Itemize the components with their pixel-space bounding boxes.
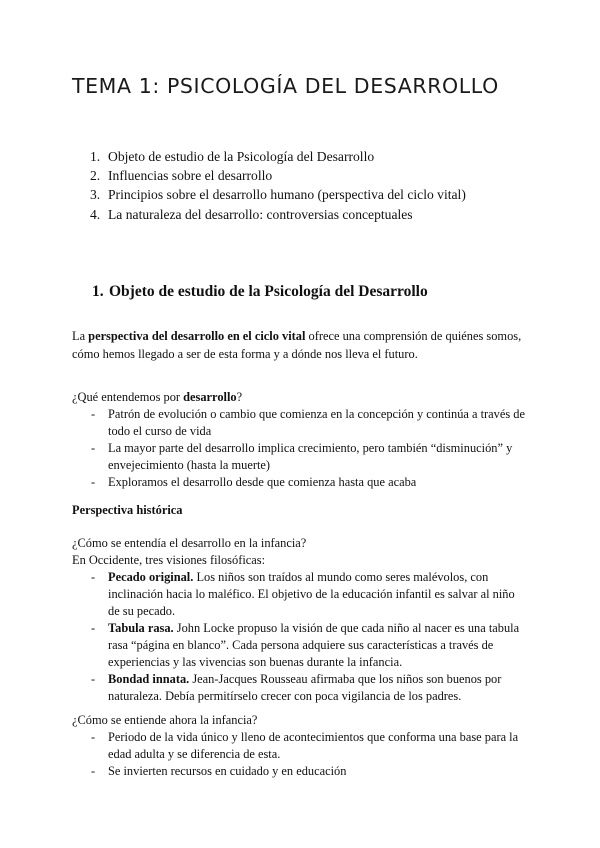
toc-item-text: Influencias sobre el desarrollo — [108, 168, 273, 184]
question-development — [72, 389, 528, 406]
question-past-childhood: ¿Cómo se entendía el desarrollo en la infancia? — [72, 536, 307, 550]
toc-item-number: 4. — [90, 206, 101, 222]
question-bold: desarrollo — [183, 390, 237, 404]
toc-item — [90, 205, 466, 224]
toc-item-number: 1. — [90, 149, 101, 164]
section-number: 1. — [92, 283, 104, 300]
list-item-text: Jean-Jacques Rousseau afirmaba que los niños son buenos por naturaleza. Debía permitírselo crecer con poca vigilancia de los padres. — [108, 672, 502, 703]
list-item-text: Periodo de la vida único y lleno de acontecimientos que conforma una base para la edad adulta y se diferencia de esta. — [108, 730, 519, 761]
list-item-text: John Locke propuso la visión de que cada niño al nacer es una tabula rasa “página en blanco”. Cada persona adquiere sus características a través de experiencias y las vivencias son buenas durante la infancia. — [108, 621, 520, 669]
intro-text-bold: perspectiva del desarrollo en el ciclo vital — [88, 329, 306, 343]
intro-text-post: ofrece una comprensión de quiénes somos, cómo hemos llegado a ser de esta forma y a dónde nos lleva el futuro. — [72, 329, 522, 361]
list-item: - La mayor parte del desarrollo implica crecimiento, pero también “disminución” y envejecimiento (hasta la muerte) — [91, 441, 513, 472]
intro-paragraph — [72, 327, 528, 363]
question-current-childhood: ¿Cómo se entiende ahora la infancia? — [72, 713, 258, 727]
list-item: - Tabula rasa. John Locke propuso la visión de que cada niño al nacer es una tabula rasa “página en blanco”. Cada persona adquiere sus características a través de experiencias y las vivencias son buenas durante la infancia. — [91, 621, 520, 669]
list-item-text: La mayor parte del desarrollo implica crecimiento, pero también “disminución” y envejecimiento (hasta la muerte) — [108, 441, 513, 472]
development-question-block — [72, 389, 528, 491]
list-item: - Exploramos el desarrollo desde que comienza hasta que acaba — [91, 475, 417, 489]
visions-intro: En Occidente, tres visiones filosóficas: — [72, 553, 266, 567]
list-item: - Patrón de evolución o cambio que comienza en la concepción y continúa a través de todo el curso de vida — [91, 407, 525, 438]
list-item-title: Tabula rasa. — [108, 621, 174, 635]
toc-item-text: Principios sobre el desarrollo humano (perspectiva del ciclo vital) — [108, 187, 466, 203]
toc-item-text: Objeto de estudio de la Psicología del Desarrollo — [108, 149, 375, 164]
list-item-text: Patrón de evolución o cambio que comienza en la concepción y continúa a través de todo el curso de vida — [108, 407, 525, 438]
intro-text-pre: La — [72, 329, 89, 343]
list-item: - Bondad innata. Jean-Jacques Rousseau afirmaba que los niños son buenos por naturaleza. Debía permitírselo crecer con poca vigilancia de los padres. — [91, 672, 502, 703]
list-item: - Pecado original. Los niños son traídos al mundo como seres malévolos, con inclinación hacia lo maléfico. El objetivo de la educación infantil es salvar al niño de su pecado. — [91, 570, 515, 618]
historic-block — [72, 535, 528, 705]
table-of-contents — [90, 147, 466, 224]
question-mark: ? — [236, 390, 243, 404]
section-heading-text: Objeto de estudio de la Psicología del Desarrollo — [109, 283, 428, 300]
subheading-historic: Perspectiva histórica — [72, 503, 183, 517]
list-item: - Se invierten recursos en cuidado y en educación — [91, 764, 347, 778]
current-childhood-block — [72, 712, 528, 780]
list-item: - Periodo de la vida único y lleno de acontecimientos que conforma una base para la edad adulta y se diferencia de esta. — [91, 730, 519, 761]
development-list — [72, 406, 528, 491]
list-item-text: Se invierten recursos en cuidado y en educación — [108, 764, 347, 778]
visions-list — [72, 569, 528, 705]
list-item-title: Bondad innata. — [108, 672, 190, 686]
section-heading — [92, 283, 428, 301]
toc-item — [90, 147, 466, 166]
toc-item-number: 2. — [90, 168, 101, 184]
toc-item — [90, 166, 466, 185]
list-item-text: Exploramos el desarrollo desde que comienza hasta que acaba — [108, 475, 417, 489]
toc-item-number: 3. — [90, 187, 101, 203]
list-item-title: Pecado original. — [108, 570, 194, 584]
toc-item-text: La naturaleza del desarrollo: controversias conceptuales — [108, 206, 413, 222]
page-title: TEMA 1: PSICOLOGÍA DEL DESARROLLO — [72, 74, 499, 98]
question-text: ¿Qué entendemos por — [72, 390, 184, 404]
toc-item — [90, 185, 466, 204]
current-childhood-list — [72, 729, 528, 780]
list-item-text: Los niños son traídos al mundo como seres malévolos, con inclinación hacia lo maléfico. El objetivo de la educación infantil es salvar al niño de su pecado. — [108, 570, 515, 618]
